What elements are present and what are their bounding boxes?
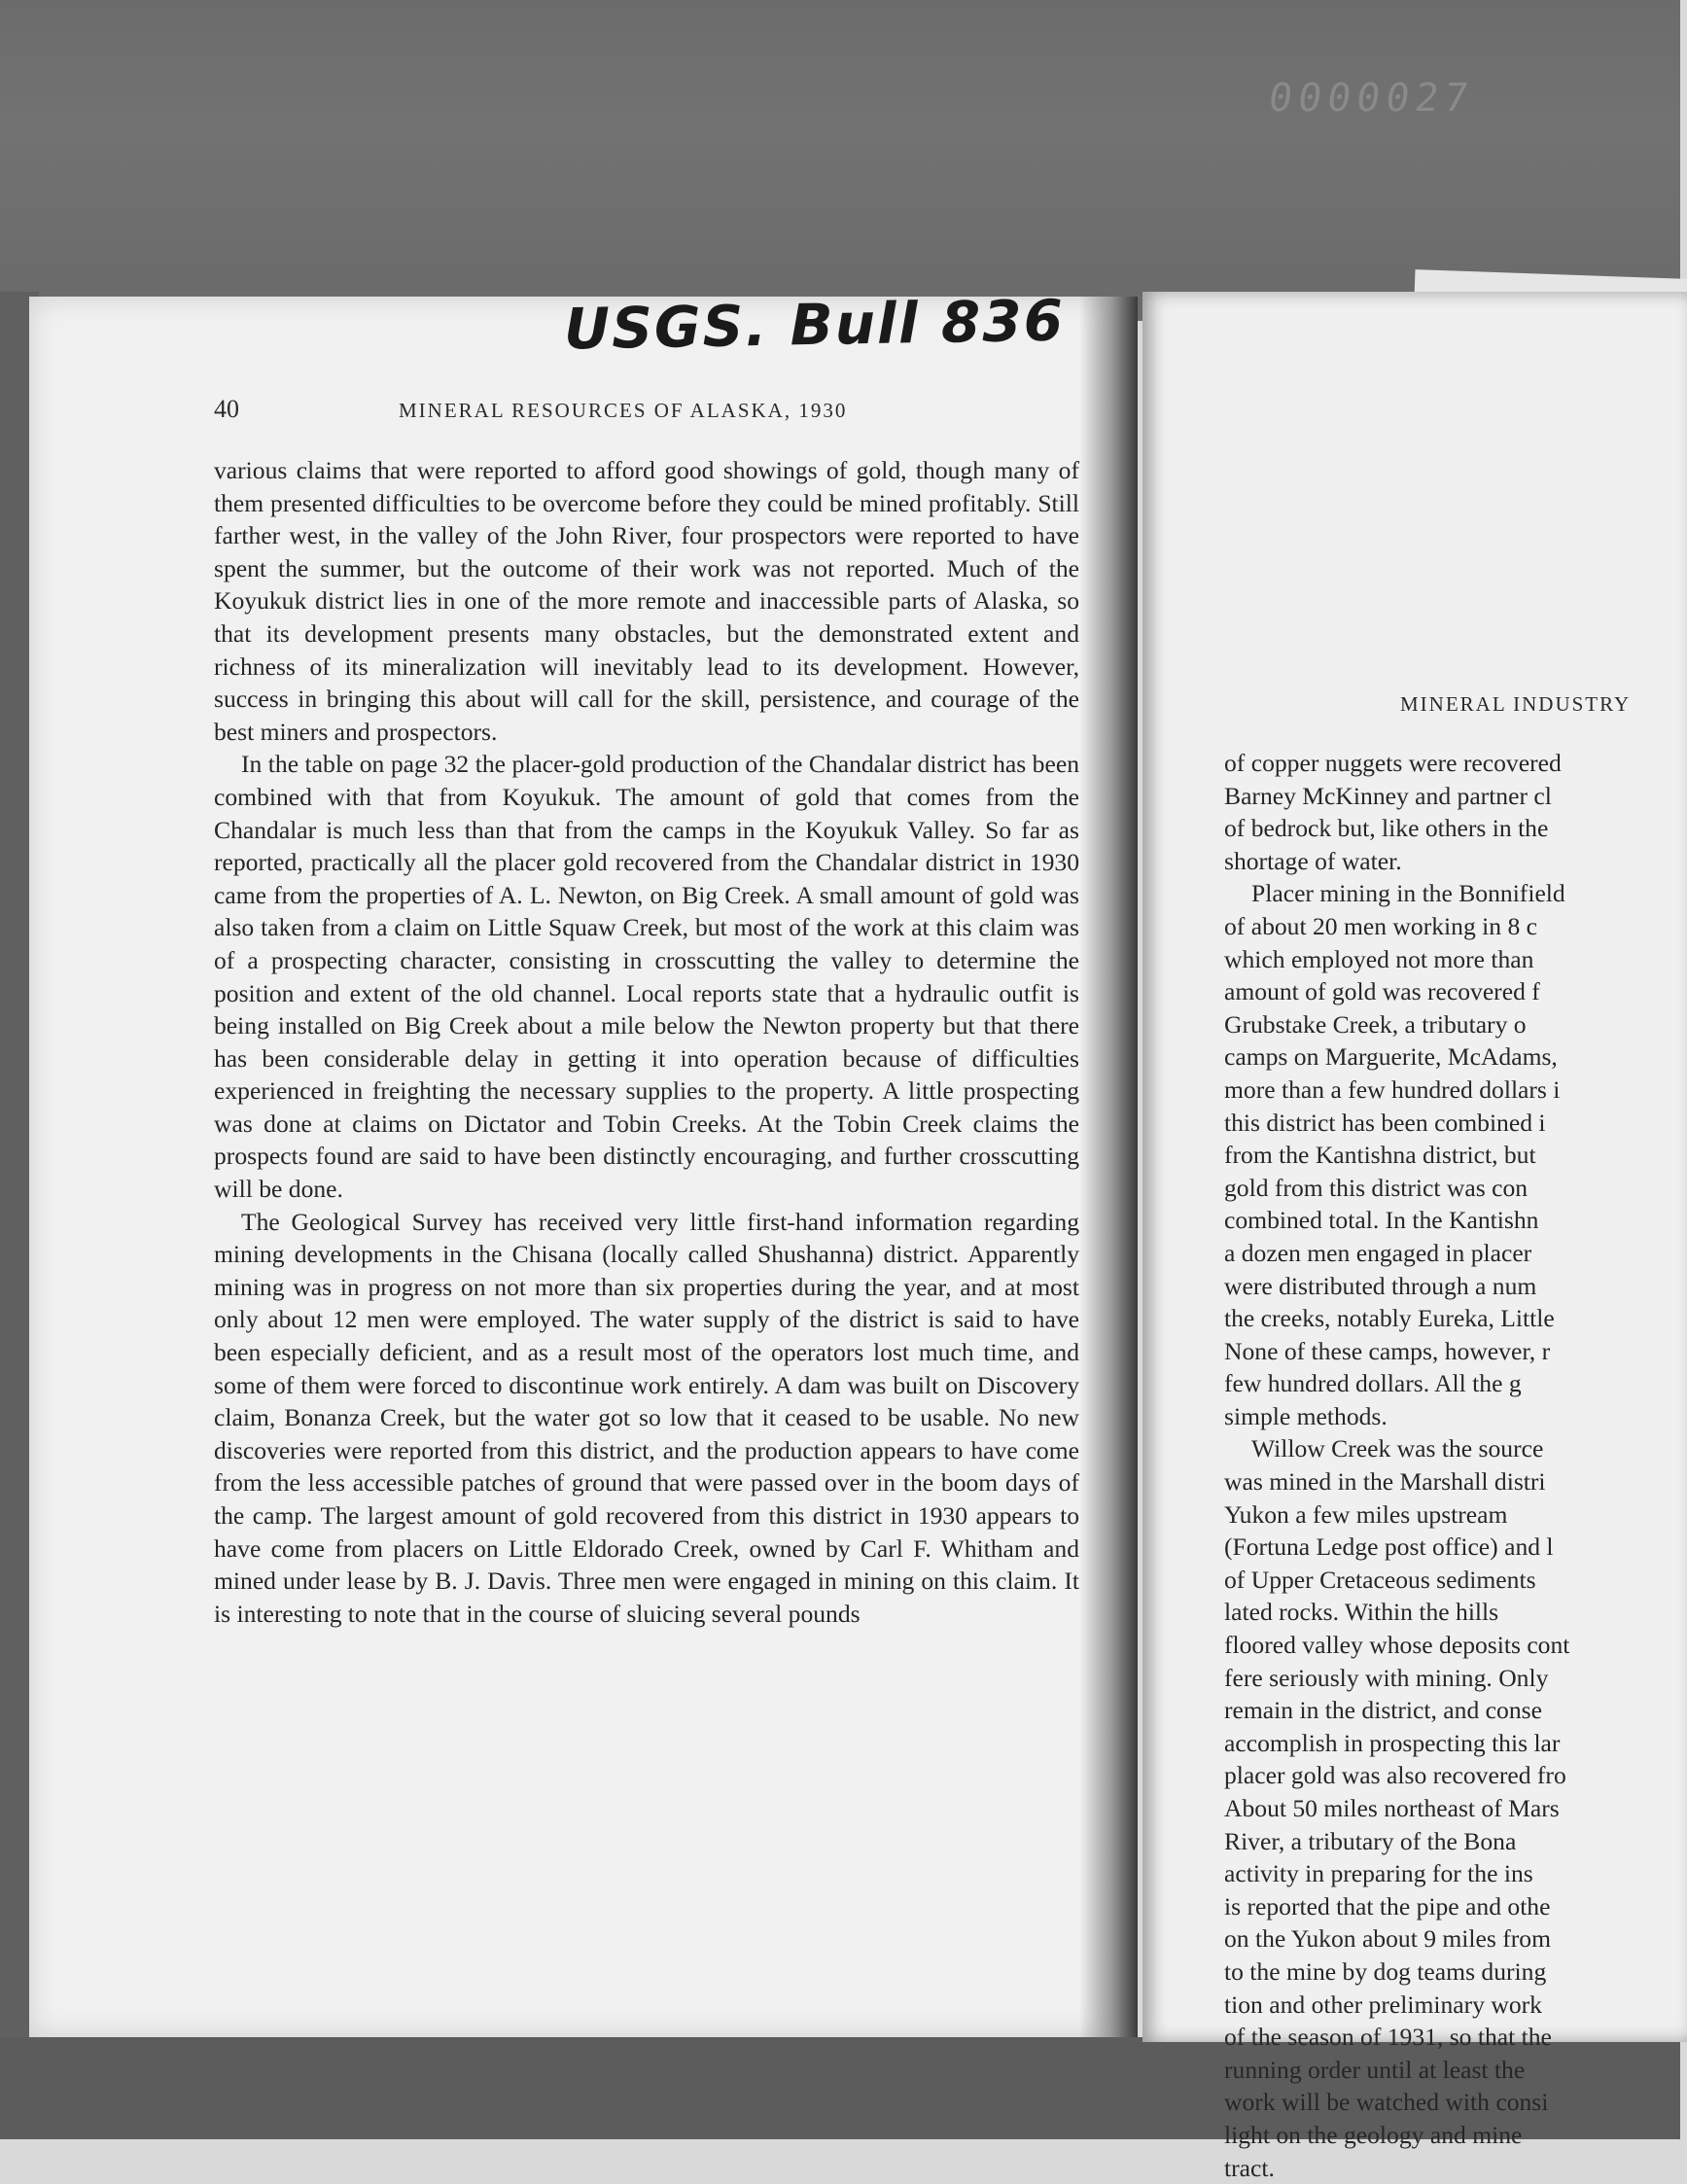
left-running-head [214,395,1079,426]
text-line: of about 20 men working in 8 c [1224,911,1537,940]
text-line: few hundred dollars. All the g [1224,1369,1522,1398]
text-line: placer gold was also recovered fro [1224,1761,1566,1790]
text-line: work will be watched with consi [1224,2088,1549,2117]
right-page-text [1224,747,1671,2184]
text-line: None of these camps, however, r [1224,1336,1551,1365]
text-line: from the Kantishna district, but [1224,1141,1536,1170]
text-line: was mined in the Marshall distri [1224,1467,1546,1497]
text-line: (Fortuna Ledge post office) and l [1224,1532,1554,1562]
archive-stamp-number: 0000027 [1265,76,1477,121]
text-line: accomplish in prospecting this lar [1224,1728,1561,1757]
text-line: this district has been combined i [1224,1108,1546,1137]
text-line: of Upper Cretaceous sediments [1224,1565,1536,1594]
text-line: of the season of 1931, so that the [1224,2023,1552,2052]
text-line: a dozen men engaged in placer [1224,1238,1532,1267]
text-line: amount of gold was recovered f [1224,977,1540,1006]
paragraph: In the table on page 32 the placer-gold production of the Chandalar district has been combined with that from Koyukuk. The amount of gold that comes from the Chandalar is much less than that from the camps in the Koyukuk Valley. So far as reported, practically all the placer gold recovered from the Chandalar district in 1930 came from the properties of A. L. Newton, on Big Creek. A small amount of gold was also taken from a claim on Little Squaw Creek, but most of the work at this claim was of a prospecting character, consisting in crosscutting the valley to determine the position and extent of the old channel. Local reports state that a hydraulic outfit is being installed on Big Creek about a mile below the Newton property but that there has been considerable delay in getting it into operation because of difficulties experienced in freighting the necessary supplies to the property. A little prospecting was done at claims on Dictator and Tobin Creeks. At the Tobin Creek claims the prospects found are said to have been distinctly encouraging, and further crosscutting will be done. [214,750,1079,1204]
paragraph: various claims that were reported to afford good showings of gold, though many of them presented difficulties to be overcome before they could be mined profitably. Still farther west, in the valley of the John River, four prospectors were reported to have spent the summer, but the outcome of their work was not reported. Much of the Koyukuk district lies in one of the more remote and inaccessible parts of Alaska, so that its development presents many obstacles, but the demonstrated extent and richness of its mineralization will inevitably lead to its development. However, success in bringing this about will call for the skill, persistence, and courage of the best miners and prospectors. [214,456,1079,746]
text-line: fere seriously with mining. Only [1224,1663,1549,1692]
text-line: Barney McKinney and partner cl [1224,781,1552,810]
text-line: tract. [1224,2153,1275,2182]
text-line: on the Yukon about 9 miles from [1224,1924,1551,1954]
text-line: light on the geology and mine [1224,2120,1523,2149]
text-line: Yukon a few miles upstream [1224,1499,1508,1529]
running-head-title: MINERAL RESOURCES OF ALASKA, 1930 [399,399,848,422]
right-running-head: MINERAL INDUSTRY [1400,692,1632,716]
handwritten-annotation: USGS. Bull 836 [563,287,1066,363]
text-line: of copper nuggets were recovered [1224,749,1562,777]
paragraph: The Geological Survey has received very little first-hand information regarding mining developments in the Chisana (locally called Shushanna) district. Apparently mining was in progress on not more than six properties during the year, and at most only about 12 men were employed. The water supply of the district is said to have been especially deficient, and as a result most of the operators lost much time, and some of them were forced to discontinue work entirely. A dam was built on Discovery claim, Bonanza Creek, but the water got so low that it ceased to be usable. No new discoveries were reported from this district, and the production appears to have come from the less accessible patches of ground that were passed over in the boom days of the camp. The largest amount of gold recovered from this district in 1930 appears to have come from placers on Little Eldorado Creek, owned by Carl F. Whitham and mined under lease by B. J. Davis. Three men were engaged in mining on this claim. It is interesting to note that in the course of sluicing several pounds [214,1207,1079,1628]
text-line: of bedrock but, like others in the [1224,814,1549,843]
right-page [1142,292,1687,2182]
text-line: to the mine by dog teams during [1224,1956,1547,1986]
text-line: shortage of water. [1224,846,1402,875]
text-line: activity in preparing for the ins [1224,1859,1533,1888]
text-line: is reported that the pipe and othe [1224,1891,1551,1920]
text-line: lated rocks. Within the hills [1224,1598,1499,1627]
text-line: simple methods. [1224,1401,1388,1430]
text-line: were distributed through a num [1224,1271,1537,1300]
text-line: Grubstake Creek, a tributary o [1224,1009,1527,1039]
text-line: more than a few hundred dollars i [1224,1074,1561,1104]
text-line: Placer mining in the Bonnifield [1251,879,1565,908]
text-line: remain in the district, and conse [1224,1696,1542,1725]
page-number: 40 [214,395,239,423]
text-line: tion and other preliminary work [1224,1990,1542,2019]
left-page-text [214,454,1079,1630]
text-line: River, a tributary of the Bona [1224,1826,1517,1855]
text-line: Willow Creek was the source [1251,1434,1544,1463]
text-line: About 50 miles northeast of Mars [1224,1794,1560,1822]
text-line: gold from this district was con [1224,1173,1529,1202]
text-line: running order until at least the [1224,2055,1526,2084]
book-gutter-shadow [1079,297,1138,2037]
text-line: floored valley whose deposits cont [1224,1631,1570,1660]
text-line: combined total. In the Kantishn [1224,1206,1539,1235]
text-line: the creeks, notably Eureka, Little [1224,1304,1555,1333]
text-line: which employed not more than [1224,944,1534,973]
text-line: camps on Marguerite, McAdams, [1224,1042,1558,1072]
